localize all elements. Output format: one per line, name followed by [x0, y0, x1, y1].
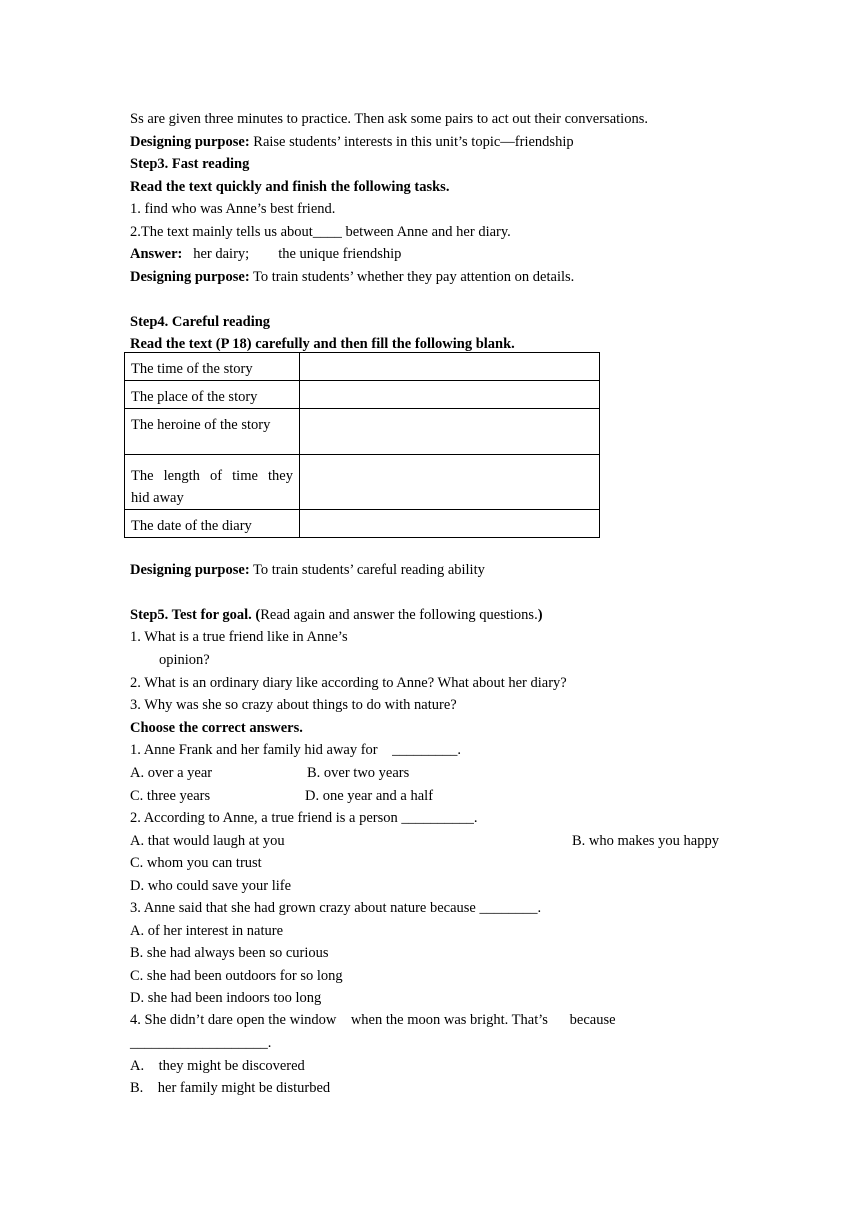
mc3-option-b: B. she had always been so curious	[130, 945, 329, 961]
mc2-question: 2. According to Anne, a true friend is a person __________.	[130, 810, 478, 826]
question-2: 2. What is an ordinary diary like according to Anne? What about her diary?	[130, 675, 567, 691]
mc1-option-d: D. one year and a half	[305, 788, 434, 804]
purpose-text: Raise students’ interests in this unit’s topic—friendship	[249, 134, 574, 150]
step5-heading-plain: Read again and answer the following questions.	[260, 607, 538, 623]
mc4-option-a: A. they might be discovered	[130, 1058, 305, 1074]
row-label-line1: The length of time they	[131, 468, 293, 484]
step3-task1: 1. find who was Anne’s best friend.	[130, 201, 336, 217]
intro-purpose	[130, 133, 574, 151]
purpose-label: Designing purpose:	[130, 134, 250, 150]
mc3-option-d: D. she had been indoors too long	[130, 990, 322, 1006]
purpose-text: To train students’ careful reading ability	[249, 562, 485, 578]
row-label: The time of the story	[125, 353, 300, 381]
step3-instruction: Read the text quickly and finish the following tasks.	[130, 179, 450, 195]
answer-label: Answer:	[130, 246, 183, 262]
row-label: The date of the diary	[125, 510, 300, 538]
answer-text: her dairy; the unique friendship	[182, 246, 402, 262]
row-label: The heroine of the story	[125, 409, 300, 455]
step5-heading-close: )	[537, 607, 543, 623]
mc2-option-d: D. who could save your life	[130, 878, 292, 894]
question-1: 1. What is a true friend like in Anne’s	[130, 629, 348, 645]
mc4-option-b: B. her family might be disturbed	[130, 1080, 331, 1096]
question-3: 3. Why was she so crazy about things to do with nature?	[130, 697, 457, 713]
step4-purpose	[130, 561, 485, 579]
table-row	[125, 409, 600, 455]
mc2-option-b: B. who makes you happy	[572, 833, 719, 849]
mc3-question: 3. Anne said that she had grown crazy about nature because ________.	[130, 900, 542, 916]
table-row	[125, 381, 600, 409]
mc1-question: 1. Anne Frank and her family hid away for _________.	[130, 742, 462, 758]
mc3-option-a: A. of her interest in nature	[130, 923, 284, 939]
mc4-blank: ___________________.	[130, 1035, 272, 1051]
step4-heading: Step4. Careful reading	[130, 314, 271, 330]
step3-heading: Step3. Fast reading	[130, 156, 250, 172]
mc2-option-c: C. whom you can trust	[130, 855, 262, 871]
table-row	[125, 455, 600, 510]
mc1-option-b: B. over two years	[307, 765, 410, 781]
mc2-option-a: A. that would laugh at you	[130, 833, 285, 849]
purpose-label: Designing purpose:	[130, 269, 250, 285]
mc3-option-c: C. she had been outdoors for so long	[130, 968, 343, 984]
story-table	[124, 352, 600, 538]
step3-purpose	[130, 268, 574, 286]
table-row	[125, 353, 600, 381]
answer-cell[interactable]	[300, 409, 600, 455]
answer-cell[interactable]	[300, 381, 600, 409]
table-row	[125, 510, 600, 538]
step3-task2: 2.The text mainly tells us about____ between Anne and her diary.	[130, 224, 511, 240]
mc1-option-c: C. three years	[130, 788, 211, 804]
answer-cell[interactable]	[300, 455, 600, 510]
row-label-line2: hid away	[131, 490, 184, 506]
answer-cell[interactable]	[300, 353, 600, 381]
answer-cell[interactable]	[300, 510, 600, 538]
row-label: The place of the story	[125, 381, 300, 409]
mc4-question: 4. She didn’t dare open the window when the moon was bright. That’s because	[130, 1012, 616, 1028]
question-1-cont: opinion?	[159, 652, 210, 668]
step5-heading	[130, 606, 543, 624]
purpose-label: Designing purpose:	[130, 562, 250, 578]
step4-instruction: Read the text (P 18) carefully and then fill the following blank.	[130, 336, 515, 352]
row-label	[125, 455, 300, 510]
purpose-text: To train students’ whether they pay attention on details.	[249, 269, 575, 285]
step5-heading-bold: Step5. Test for goal. (	[130, 607, 261, 623]
practice-text: Ss are given three minutes to practice. Then ask some pairs to act out their conversations.	[130, 111, 648, 127]
step3-answer	[130, 245, 401, 263]
choose-heading: Choose the correct answers.	[130, 720, 303, 736]
mc1-option-a: A. over a year	[130, 765, 213, 781]
